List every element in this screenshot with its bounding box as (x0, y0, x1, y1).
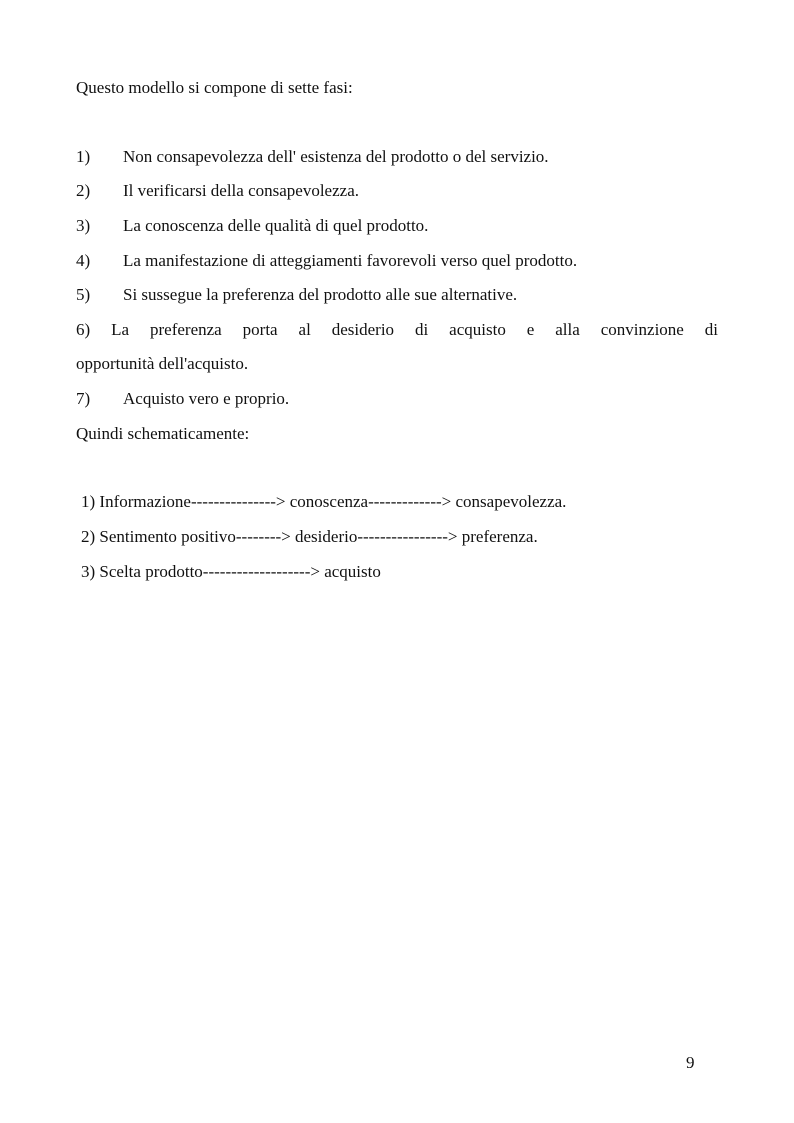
phase-text: Si sussegue la preferenza del prodotto alle sue alternative. (123, 285, 518, 304)
phase-text: La preferenza porta al desiderio di acquisto e alla convinzione di (111, 320, 719, 339)
phase-item-6 (76, 320, 718, 340)
phase-item-6-continuation: opportunità dell'acquisto. (76, 354, 249, 373)
phase-item-4 (76, 251, 718, 271)
phase-line (76, 320, 718, 340)
phase-item-5 (76, 285, 718, 305)
schema-intro-text: Quindi schematicamente: (76, 424, 250, 443)
phase-number: 6) (76, 320, 91, 339)
phase-item-7 (76, 389, 718, 409)
phase-item-3 (76, 216, 718, 236)
phase-text: Non consapevolezza dell' esistenza del prodotto o del servizio. (123, 147, 549, 166)
phase-text: Acquisto vero e proprio. (123, 389, 290, 408)
phase-text: La conoscenza delle qualità di quel prodotto. (123, 216, 429, 235)
intro-text: Questo modello si compone di sette fasi: (76, 78, 353, 97)
phase-number: 1) (76, 147, 91, 166)
phase-item-1 (76, 147, 718, 167)
phase-number: 7) (76, 389, 91, 408)
phase-number: 2) (76, 181, 91, 200)
phase-number: 5) (76, 285, 91, 304)
schema-line-1: 1) Informazione---------------> conoscenza-------------> consapevolezza. (81, 492, 567, 511)
phase-text: La manifestazione di atteggiamenti favorevoli verso quel prodotto. (123, 251, 578, 270)
page-number: 9 (686, 1053, 695, 1072)
phase-item-2 (76, 181, 718, 201)
phase-text: Il verificarsi della consapevolezza. (123, 181, 359, 200)
phase-number: 4) (76, 251, 91, 270)
phase-number: 3) (76, 216, 91, 235)
schema-line-3: 3) Scelta prodotto-------------------> acquisto (81, 562, 381, 581)
schema-line-2: 2) Sentimento positivo--------> desiderio----------------> preferenza. (81, 527, 538, 546)
